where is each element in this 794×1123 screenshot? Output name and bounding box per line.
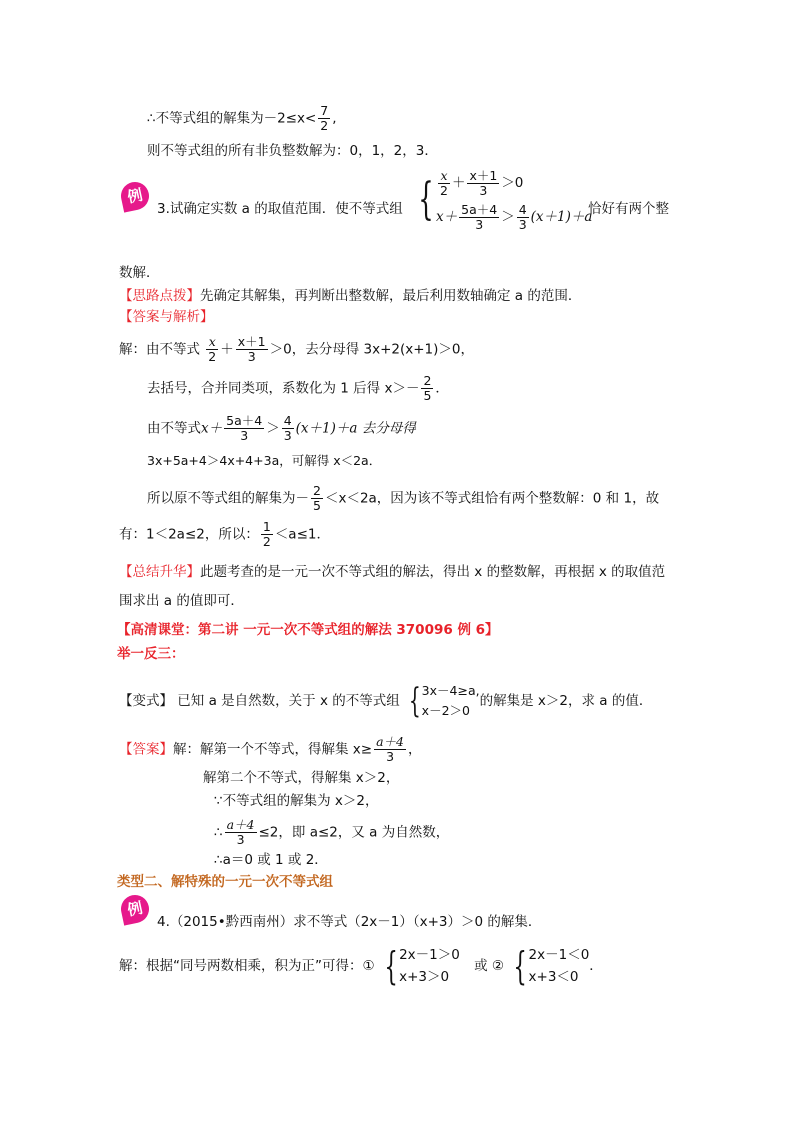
text: 有：1＜2a≤2，所以： xyxy=(119,526,259,543)
inequality-system xyxy=(508,944,589,988)
numerator: 4 xyxy=(518,201,527,217)
inequality-system xyxy=(379,944,460,988)
text: x＋ xyxy=(436,209,458,225)
numerator: 7 xyxy=(320,103,329,118)
text: , xyxy=(332,110,337,127)
variant-line xyxy=(119,681,652,721)
numerator: 2 xyxy=(313,483,321,498)
hint-text: 先确定其解集，再判断出整数解，最后利用数轴确定 a 的范围． xyxy=(200,288,582,304)
answer-line-4 xyxy=(214,818,449,847)
text: ． xyxy=(589,958,603,974)
example4-question: 4.（2015•黔西南州）求不等式（2x－1）（x+3）＞0 的解集． xyxy=(157,914,542,930)
text: 的解集是 x＞2，求 a 的值． xyxy=(479,693,653,709)
hint-tag: 【思路点拨】 xyxy=(119,288,200,304)
system-rows xyxy=(422,681,480,721)
denominator: 3 xyxy=(475,216,484,232)
step-1: 解：由不等式 $\frac{x}{2}$ ＋ $\frac{x+1}{3}$ ＞0，去分母得 3x+2(x+1)＞0， xyxy=(119,334,474,364)
answer-line-5: ∴a＝0 或 1 或 2． xyxy=(214,852,328,868)
text: ＞0，去分母得 3x+2(x+1)＞0， xyxy=(269,341,474,358)
summary-line-2: 围求出 a 的值即可． xyxy=(119,593,244,609)
variant-tag: 【变式】 xyxy=(119,693,173,709)
system-row-2 xyxy=(436,200,592,234)
denominator: 2 xyxy=(440,182,448,198)
system-rows xyxy=(399,944,460,988)
denominator: 3 xyxy=(386,749,395,764)
badge-text: 例 xyxy=(125,898,145,920)
fraction xyxy=(311,484,323,513)
text: ． xyxy=(435,380,449,397)
step-6 xyxy=(119,520,330,549)
denominator: 3 xyxy=(479,182,488,198)
example-badge xyxy=(118,179,151,212)
text: 所以原不等式组的解集为－ xyxy=(147,490,309,507)
text: ＞0 xyxy=(501,175,524,191)
denominator: 5 xyxy=(313,498,321,513)
fraction xyxy=(225,818,257,847)
denominator: 3 xyxy=(518,216,527,232)
text: ， xyxy=(408,741,422,758)
denominator: 3 xyxy=(240,428,249,443)
text: (x＋1)＋a xyxy=(530,209,593,225)
text: ∴ xyxy=(214,824,223,841)
fraction xyxy=(517,203,529,232)
fraction xyxy=(282,414,294,443)
denominator: 2 xyxy=(262,534,271,549)
text: ＜x＜2a，因为该不等式组恰有两个整数解：0 和 1，故 xyxy=(324,490,660,507)
final-line xyxy=(119,944,603,988)
text: ＜a≤1． xyxy=(274,526,330,543)
brace: { xyxy=(513,944,528,988)
numerator: 2 xyxy=(423,373,432,388)
answer-line-2: 解第二个不等式，得解集 x＞2， xyxy=(203,770,400,786)
denominator: 5 xyxy=(423,388,432,403)
system-row-1: $\frac{x}{2}$ ＋ $\frac{x+1}{3}$ ＞0 xyxy=(440,167,524,198)
system-row-1: 3x－4≥a, xyxy=(421,683,480,698)
system-row-2: x－2＞0 xyxy=(421,703,470,718)
lecture-reference: 【高清课堂：第二讲 一元一次不等式组的解法 370096 例 6】 xyxy=(117,622,499,638)
summary-line xyxy=(119,563,665,581)
denominator: 3 xyxy=(236,832,245,847)
step-2 xyxy=(147,374,449,403)
text: 解：由不等式 xyxy=(119,341,200,358)
fraction xyxy=(206,335,218,364)
fraction xyxy=(374,735,406,764)
numerator: 5a＋4 xyxy=(226,413,263,428)
text: 或 ② xyxy=(474,958,505,974)
fraction xyxy=(236,335,268,364)
text: 解：根据“同号两数相乘，积为正”可得：① xyxy=(119,958,375,974)
text: x＋ xyxy=(201,420,223,437)
text: ＞ xyxy=(266,420,280,437)
inequality-system xyxy=(404,681,480,721)
answer-tag-2: 【答案】 xyxy=(119,741,173,758)
type2-heading: 类型二、解特殊的一元一次不等式组 xyxy=(117,874,333,890)
example3-tail2: 数解． xyxy=(119,265,160,281)
example3-system xyxy=(412,166,592,234)
summary-tag: 【总结升华】 xyxy=(119,564,200,580)
fraction xyxy=(421,374,433,403)
solution-set-line xyxy=(147,104,337,133)
fraction xyxy=(438,169,450,198)
step-3 xyxy=(147,414,416,443)
example3-tail: 恰好有两个整 xyxy=(588,201,669,217)
system-rows xyxy=(529,944,590,988)
answer-line-1 xyxy=(119,735,422,764)
brace: { xyxy=(384,944,398,988)
numerator: 4 xyxy=(283,413,292,428)
text: 解：解第一个不等式，得解集 x≥ xyxy=(173,741,373,758)
system-row-1: 2x－1＞0 xyxy=(399,947,460,963)
numerator: x xyxy=(206,335,218,350)
fraction xyxy=(261,520,273,549)
answer-line-3: ∵不等式组的解集为 x＞2， xyxy=(214,793,379,809)
nonneg-integer-line: 则不等式组的所有非负整数解为：0，1，2，3． xyxy=(147,143,438,159)
fraction xyxy=(467,169,499,198)
numerator: x＋1 xyxy=(237,334,266,349)
text: 由不等式 xyxy=(147,420,201,437)
fraction xyxy=(459,203,499,232)
numerator: a＋4 xyxy=(226,817,255,832)
system-row-2: x+3＞0 xyxy=(399,969,450,985)
summary-text: 此题考查的是一元一次不等式组的解法，得出 x 的整数解，再根据 x 的取值范 xyxy=(200,564,666,580)
system-rows xyxy=(436,166,592,234)
answer-tag: 【答案与解析】 xyxy=(119,309,214,325)
denominator: 2 xyxy=(320,118,329,133)
step-5 xyxy=(147,484,659,513)
example3-question: 3.试确定实数 a 的取值范围．使不等式组 xyxy=(157,201,403,217)
numerator: 1 xyxy=(262,519,271,534)
denominator: 3 xyxy=(247,349,256,364)
numerator: x xyxy=(438,169,450,184)
step-4: 3x+5a+4＞4x+4+3a，可解得 x＜2a． xyxy=(147,453,382,468)
system-row-2: x+3＜0 xyxy=(528,969,579,985)
numerator: x＋1 xyxy=(469,167,498,183)
brace: { xyxy=(418,174,434,225)
juyi-heading: 举一反三： xyxy=(117,646,185,662)
fraction xyxy=(318,104,330,133)
text: 去括号，合并同类项，系数化为 1 后得 x＞－ xyxy=(147,380,420,397)
numerator: 5a＋4 xyxy=(461,201,498,217)
brace: { xyxy=(408,681,421,721)
denominator: 2 xyxy=(208,349,217,364)
numerator: a＋4 xyxy=(376,734,404,749)
text: ≤2，即 a≤2，又 a 为自然数， xyxy=(258,824,450,841)
inequality-system xyxy=(412,166,592,234)
hint-line xyxy=(119,287,581,305)
badge-text: 例 xyxy=(125,185,145,207)
text: (x＋1)＋a 去分母得 xyxy=(295,420,416,437)
text: ＞ xyxy=(501,209,515,225)
text: 已知 a 是自然数，关于 x 的不等式组 xyxy=(177,693,400,709)
example-badge xyxy=(118,892,151,925)
text: ∴不等式组的解集为－2≤x< xyxy=(147,110,317,127)
denominator: 3 xyxy=(283,428,292,443)
fraction xyxy=(224,414,264,443)
system-row-1: 2x－1＜0 xyxy=(528,947,590,963)
